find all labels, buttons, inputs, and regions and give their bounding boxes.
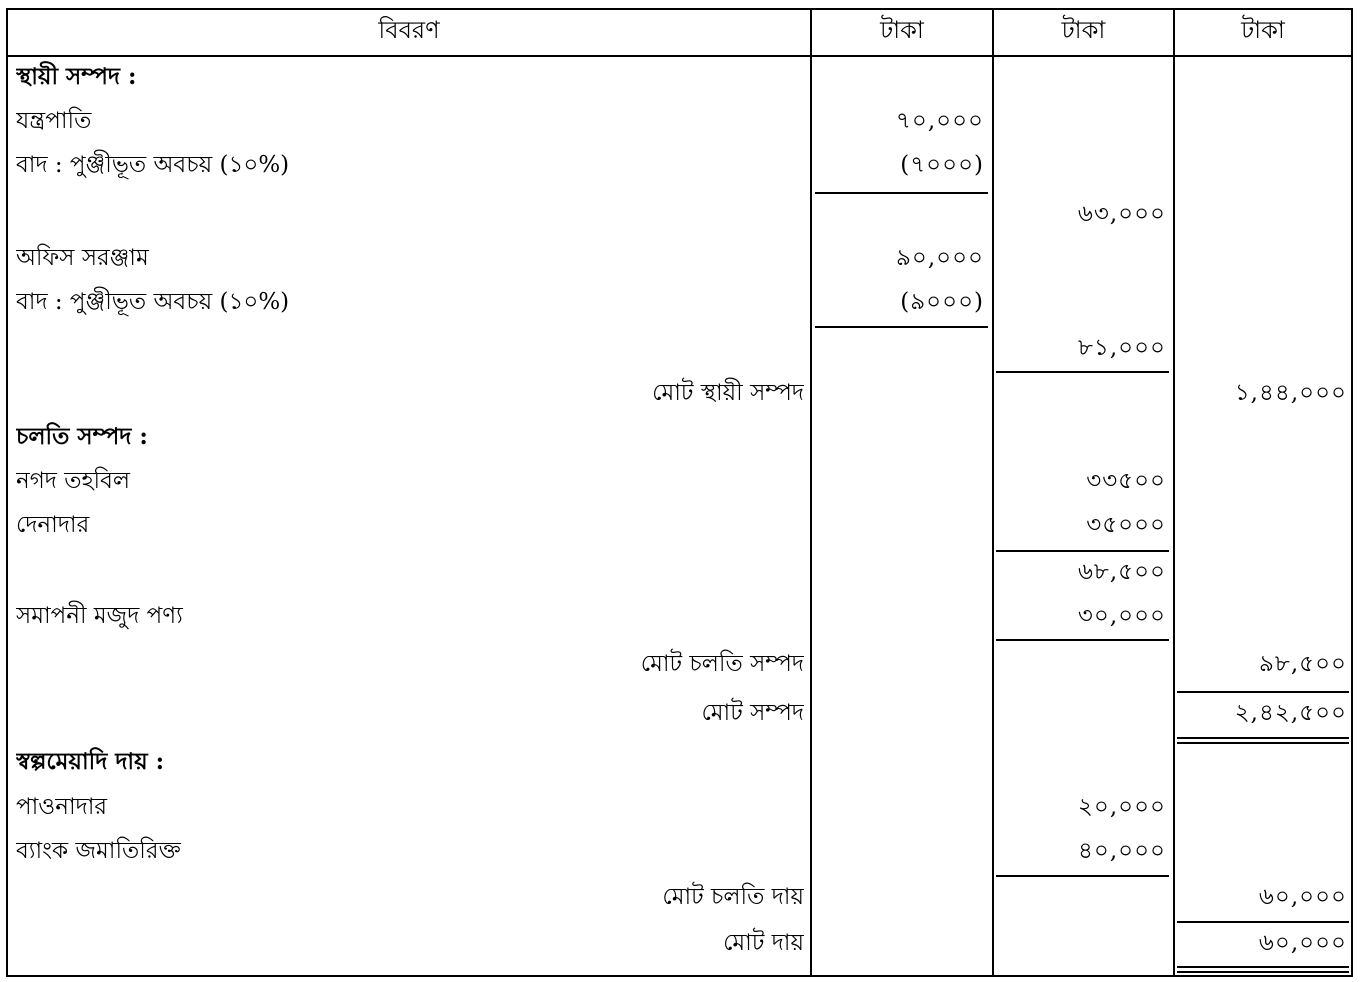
amount-col-b: ৬৮,৫০০ [1077, 559, 1166, 585]
row-label: দেনাদার [16, 512, 90, 538]
table-row [8, 143, 1351, 187]
balance-sheet-table [6, 8, 1353, 977]
table-row [8, 192, 1351, 236]
row-label: ব্যাংক জমাতিরিক্ত [16, 838, 181, 864]
amount-col-c: ১,৪৪,০০০ [1234, 380, 1347, 406]
table-row [8, 99, 1351, 143]
subtotal-rule [996, 639, 1169, 641]
grand-total-label: মোট দায় [723, 930, 804, 956]
header-description: বিবরণ [378, 16, 440, 44]
table-row [8, 326, 1351, 370]
table-row [8, 415, 1351, 459]
row-label: নগদ তহবিল [16, 468, 131, 494]
table-row [8, 236, 1351, 280]
section-heading-fixed-assets: স্থায়ী সম্পদ : [16, 63, 137, 90]
header-taka-1: টাকা [880, 16, 924, 44]
table-row [8, 829, 1351, 873]
amount-col-c: ৬০,০০০ [1258, 884, 1347, 910]
amount-col-a: (৯০০০) [900, 289, 984, 315]
amount-col-b: ৩৫০০০ [1086, 512, 1166, 538]
table-row [8, 459, 1351, 503]
table-row [8, 594, 1351, 638]
table-row [8, 55, 1351, 99]
amount-col-b: ৪০,০০০ [1077, 838, 1166, 864]
header-taka-2: টাকা [1061, 16, 1106, 44]
total-label: মোট চলতি সম্পদ [640, 651, 804, 677]
amount-col-c: ২,৪২,৫০০ [1234, 700, 1347, 726]
row-label: সমাপনী মজুদ পণ্য [16, 603, 183, 629]
table-row [8, 740, 1351, 784]
header-taka-3: টাকা [1241, 16, 1285, 44]
table-row [8, 503, 1351, 547]
table-row [8, 921, 1351, 965]
table-row [8, 691, 1351, 735]
amount-col-b: ৮১,০০০ [1077, 335, 1166, 361]
table-row [8, 785, 1351, 829]
amount-col-b: ৩০,০০০ [1077, 603, 1166, 629]
amount-col-c: ৯৮,৫০০ [1259, 651, 1347, 677]
amount-col-a: ৭০,০০০ [895, 108, 984, 134]
total-label: মোট চলতি দায় [662, 884, 804, 910]
table-row [8, 642, 1351, 686]
amount-col-b: ৩৩৫০০ [1086, 468, 1166, 494]
table-row [8, 280, 1351, 324]
table-row [8, 371, 1351, 415]
grand-total-label: মোট সম্পদ [701, 700, 804, 726]
amount-col-a: (৭০০০) [900, 152, 984, 178]
amount-col-b: ২০,০০০ [1077, 794, 1166, 820]
table-row [8, 875, 1351, 919]
double-total-rule [1177, 966, 1349, 973]
amount-col-a: ৯০,০০০ [895, 245, 984, 271]
row-label: অফিস সরঞ্জাম [16, 245, 149, 271]
row-label: বাদ : পুঞ্জীভূত অবচয় (১০%) [16, 289, 290, 315]
section-heading-current-assets: চলতি সম্পদ : [16, 423, 148, 450]
total-label: মোট স্থায়ী সম্পদ [652, 380, 804, 406]
row-label: যন্ত্রপাতি [16, 108, 92, 134]
section-heading-current-liabilities: স্বল্পমেয়াদি দায় : [16, 748, 165, 775]
row-label: বাদ : পুঞ্জীভূত অবচয় (১০%) [16, 152, 290, 178]
amount-col-b: ৬৩,০০০ [1077, 201, 1166, 227]
amount-col-c: ৬০,০০০ [1258, 930, 1347, 956]
row-label: পাওনাদার [16, 794, 108, 820]
table-row [8, 550, 1351, 594]
